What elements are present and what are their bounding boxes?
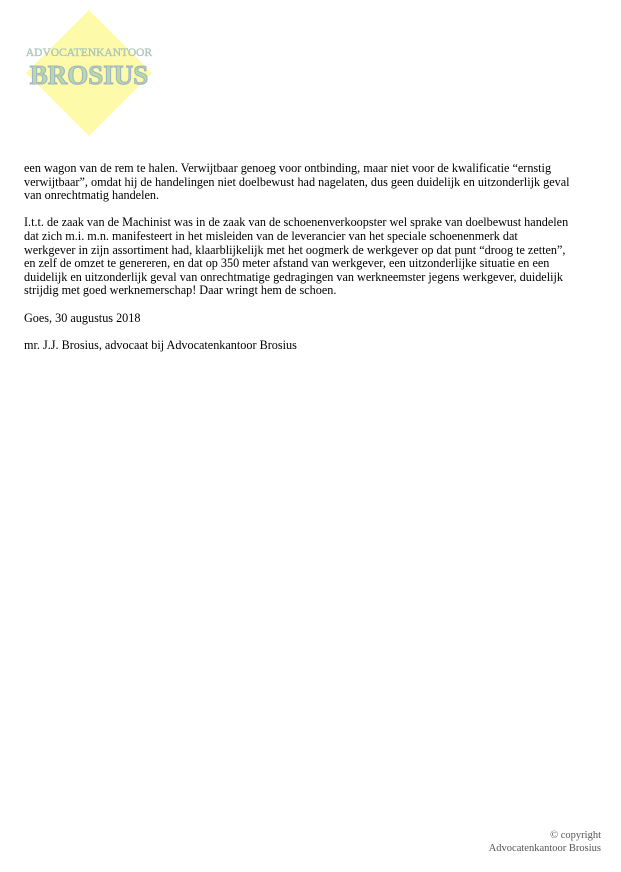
signature-line: mr. J.J. Brosius, advocaat bij Advocatenkantoor Brosius	[24, 337, 297, 352]
copyright-footer	[489, 830, 601, 855]
paragraph-schoenenverkoopster: I.t.t. de zaak van de Machinist was in de zaak van de schoenenverkoopster wel sprake van doelbewust handelen dat zich m.i. m.n. manifesteert in het misleiden van de leverancier van het speciale schoenenmerk dat werkgever in zijn assortiment had, klaarblijkelijk met het oogmerk de werkgever op dat punt “droog te zetten”, en zelf de omzet te genereren, en dat op 350 meter afstand van werkgever, een uitzonderlijke situatie en een duidelijk en uitzonderlijk geval van onrechtmatige gedragingen van werkneemster jegens werkgever, duidelijk strijdig met goed werknemerschap! Daar wringt hem de schoen.	[24, 215, 569, 298]
copyright-notice: © copyright	[550, 830, 601, 841]
firm-logo	[24, 8, 154, 138]
copyright-firm: Advocatenkantoor Brosius	[488, 842, 601, 854]
letter-body	[24, 162, 604, 366]
logo-line1: ADVOCATENKANTOOR	[25, 47, 153, 59]
paragraph-ontbinding: een wagon van de rem te halen. Verwijtbaar genoeg voor ontbinding, maar niet voor de kwalificatie “ernstig verwijtbaar”, omdat hij de handelingen niet doelbewust had nagelaten, dus geen duidelijk en uitzonderlijk geval van onrechtmatig handelen.	[24, 161, 570, 203]
place-date: Goes, 30 augustus 2018	[24, 310, 141, 325]
logo-line2: BROSIUS	[29, 60, 149, 90]
logo-graphic	[24, 8, 154, 138]
